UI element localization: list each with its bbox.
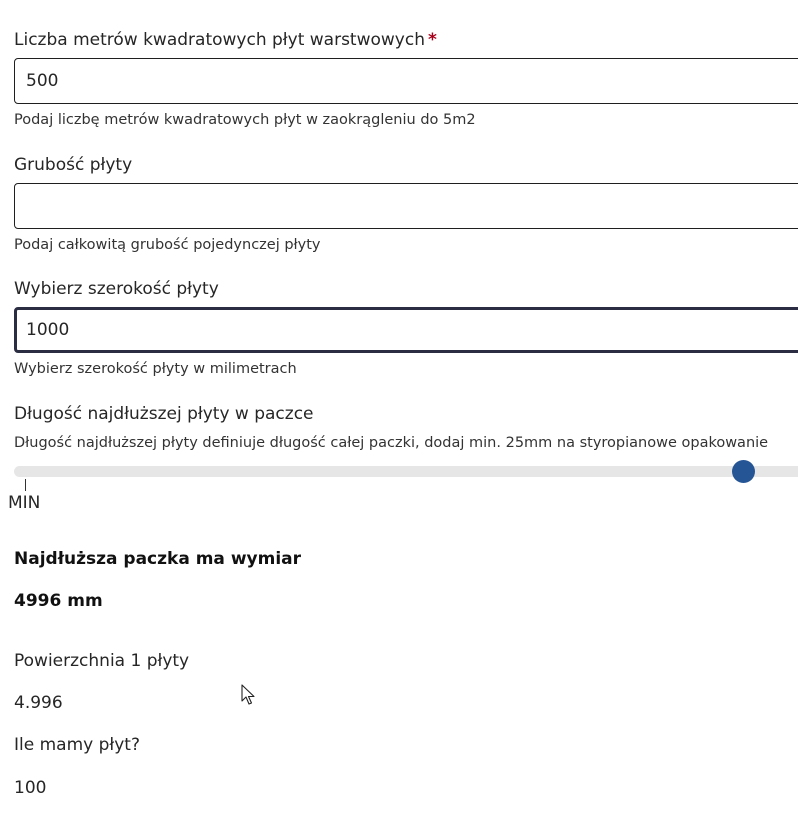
width-field-label: Wybierz szerokość płyty: [14, 279, 219, 299]
mouse-pointer-icon: [241, 684, 255, 706]
required-mark: *: [427, 30, 437, 50]
length-slider-thumb[interactable]: [732, 460, 755, 483]
panel-area-value: 4.996: [14, 693, 63, 713]
area-input[interactable]: [14, 58, 798, 104]
panel-area-label: Powierzchnia 1 płyty: [14, 651, 190, 671]
area-help-text: Podaj liczbę metrów kwadratowych płyt w zaokrągleniu do 5m2: [14, 112, 476, 128]
length-slider-label: Długość najdłuższej płyty w paczce: [14, 404, 314, 424]
panel-count-label: Ile mamy płyt?: [14, 735, 140, 755]
length-slider-track[interactable]: [14, 466, 798, 477]
area-field-label-text: Liczba metrów kwadratowych płyt warstwowych: [14, 30, 425, 50]
longest-package-value: 4996 mm: [14, 591, 103, 611]
area-field-label: [14, 30, 437, 50]
thickness-field-label: Grubość płyty: [14, 155, 133, 175]
slider-min-label: MIN: [8, 493, 41, 513]
panel-count-value: 100: [14, 778, 47, 798]
slider-min-tick: [25, 479, 26, 491]
width-input[interactable]: [14, 307, 798, 353]
length-slider-help-text: Długość najdłuższej płyty definiuje długość całej paczki, dodaj min. 25mm na styropianowe opakowanie: [14, 435, 769, 451]
width-help-text: Wybierz szerokość płyty w milimetrach: [14, 361, 297, 377]
thickness-help-text: Podaj całkowitą grubość pojedynczej płyty: [14, 237, 321, 253]
thickness-input[interactable]: [14, 183, 798, 229]
longest-package-heading: Najdłuższa paczka ma wymiar: [14, 549, 301, 569]
